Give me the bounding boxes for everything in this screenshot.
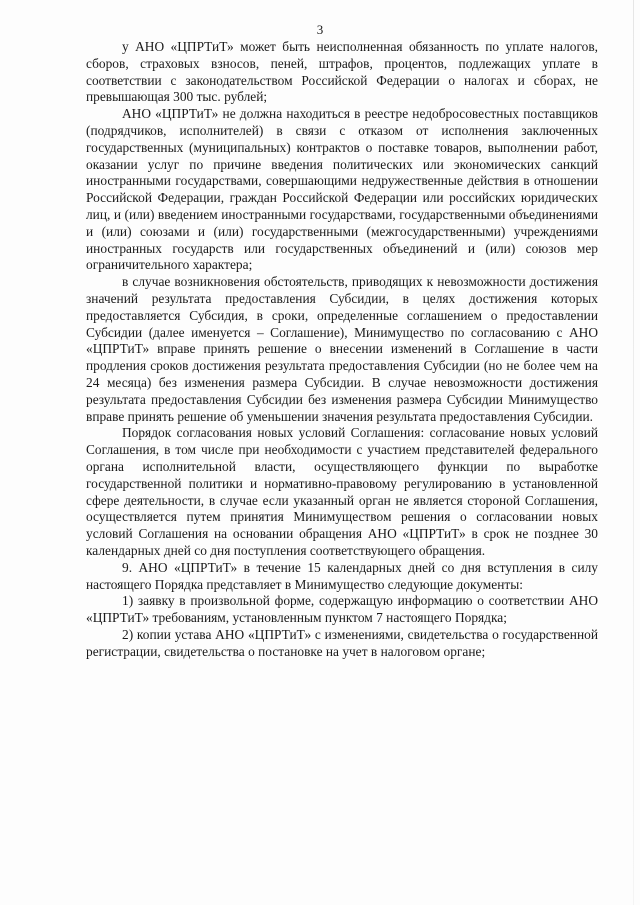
paragraph-item-1-application: 1) заявку в произвольной форме, содержащую информацию о соответствии АНО «ЦПРТиТ» требованиям, установленным пунктом 7 настоящего Порядка; xyxy=(86,593,598,626)
paragraph-tax-arrears: у АНО «ЦПРТиТ» может быть неисполненная обязанность по уплате налогов, сборов, страховых взносов, пеней, штрафов, процентов, подлежащих уплате в соответствии с законодательством Российской Федерации о налогах и сборах, не превышающая 300 тыс. рублей; xyxy=(86,39,598,105)
paragraph-agreement-approval-procedure: Порядок согласования новых условий Соглашения: согласование новых условий Соглашения, в том числе при необходимости с участием представителей федерального органа исполнительной власти, осуществляющего функции по выработке государственной политики и нормативно-правовому регулированию в установленной сфере деятельности, в случае если указанный орган не является стороной Соглашения, осуществляется путем принятия Минимуществом решения о согласовании новых условий Соглашения на основании обращения АНО «ЦПРТиТ» в срок не позднее 30 календарных дней со дня поступления соответствующего обращения. xyxy=(86,425,598,558)
scan-edge-line xyxy=(633,0,634,905)
paragraph-clause-9: 9. АНО «ЦПРТиТ» в течение 15 календарных дней со дня вступления в силу настоящего Порядка представляет в Минимущество следующие документы: xyxy=(86,559,598,592)
paragraph-item-2-charter-copies: 2) копии устава АНО «ЦПРТиТ» с изменениями, свидетельства о государственной регистрации, свидетельства о постановке на учет в налоговом органе; xyxy=(86,626,598,659)
page-number: 3 xyxy=(316,22,324,37)
document-body xyxy=(86,39,598,660)
paragraph-result-deadline-changes: в случае возникновения обстоятельств, приводящих к невозможности достижения значений результата предоставления Субсидии, в целях достижения которых предоставляется Субсидия, в сроки, определенные соглашением о предоставлении Субсидии (далее именуется – Соглашение), Минимущество по согласованию с АНО «ЦПРТиТ» вправе принять решение о внесении изменений в Соглашение в части продления сроков достижения результата предоставления Субсидии (но не более чем на 24 месяца) без изменения размера Субсидии. В случае невозможности достижения результата предоставления Субсидии без изменения размера Субсидии Минимущество вправе принять решение об уменьшении значения результата предоставления Субсидии. xyxy=(86,274,598,424)
paragraph-unfair-suppliers-registry: АНО «ЦПРТиТ» не должна находиться в реестре недобросовестных поставщиков (подрядчиков, исполнителей) в связи с отказом от исполнения заключенных государственных (муниципальных) контрактов о поставке товаров, выполнении работ, оказании услуг по причине введения политических или экономических санкций иностранными государствами, совершающими недружественные действия в отношении Российской Федерации, граждан Российской Федерации или российских юридических лиц, и (или) введением иностранными государствами, государственными объединениями и (или) союзами и (или) государственными (межгосударственными) учреждениями иностранных государств или государственных объединений и (или) союзов мер ограничительного характера; xyxy=(86,106,598,273)
